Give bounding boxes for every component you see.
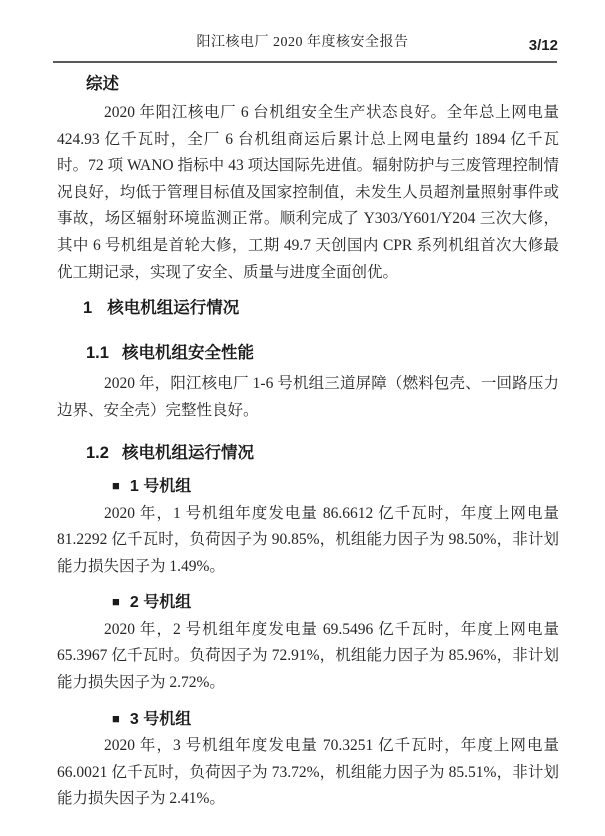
page-header <box>0 0 605 61</box>
unit-1-paragraph: 2020 年，1 号机组年度发电量 86.6612 亿千瓦时，年度上网电量 81.2292 亿千瓦时，负荷因子为 90.85%，机组能力因子为 98.50%，非计划能力损失因子为 1.49%。 <box>57 504 559 575</box>
unit-3-heading <box>112 711 559 729</box>
unit-1-heading-label: 1 号机组 <box>129 478 192 496</box>
section-1-2-title: 核电机组运行情况 <box>121 444 254 463</box>
section-1-1-title: 核电机组安全性能 <box>121 344 254 363</box>
square-bullet-icon: ■ <box>112 710 120 726</box>
section-1-1-number: 1.1 <box>86 344 109 363</box>
page-number: 3/12 <box>528 37 558 54</box>
document-title: 阳江核电厂 2020 年度核安全报告 <box>196 35 409 50</box>
unit-2-heading <box>112 594 559 612</box>
section-1-1-paragraph: 2020 年，阳江核电厂 1-6 号机组三道屏障（燃料包壳、一回路压力边界、安全壳）完整性良好。 <box>57 375 559 419</box>
section-1-number: 1 <box>83 299 93 318</box>
section-1-title: 核电机组运行情况 <box>107 299 240 318</box>
overview-heading: 综述 <box>86 75 119 93</box>
unit-3-heading-label: 3 号机组 <box>129 710 192 728</box>
section-1-2-number: 1.2 <box>86 444 109 463</box>
unit-3-paragraph: 2020 年，3 号机组年度发电量 70.3251 亿千瓦时，年度上网电量 66.0021 亿千瓦时，负荷因子为 73.72%，机组能力因子为 85.51%，非计划能力损失因子为 2.41%。 <box>57 736 559 808</box>
square-bullet-icon: ■ <box>112 594 120 610</box>
section-1-1-heading <box>86 344 559 363</box>
document-body <box>57 75 559 813</box>
unit-1-heading <box>112 478 559 496</box>
overview-paragraph: 2020 年阳江核电厂 6 台机组安全生产状态良好。全年总上网电量 424.93 亿千瓦时，全厂 6 台机组商运后累计总上网电量约 1894 亿千瓦时。72 项 WANO 指标中 43 项达国际先进值。辐射防护与三废管理控制情况良好，均低于管理目标值及国家控制值，未发生人员超剂量照射事件或事故，场区辐射环境监测正常。顺利完成了 Y303/Y601/Y204 三次大修，其中 6 号机组是首轮大修，工期 49.7 天创国内 CPR 系列机组首次大修最优工期记录，实现了安全、质量与进度全面创优。 <box>57 103 559 281</box>
square-bullet-icon: ■ <box>112 478 120 494</box>
unit-2-paragraph: 2020 年，2 号机组年度发电量 69.5496 亿千瓦时，年度上网电量 65.3967 亿千瓦时。负荷因子为 72.91%，机组能力因子为 85.96%，非计划能力损失因子为 2.72%。 <box>57 620 559 691</box>
header-rule-divider <box>53 61 557 63</box>
unit-2-heading-label: 2 号机组 <box>129 594 192 612</box>
section-1-2-heading <box>86 444 559 463</box>
section-1-heading <box>83 299 559 318</box>
